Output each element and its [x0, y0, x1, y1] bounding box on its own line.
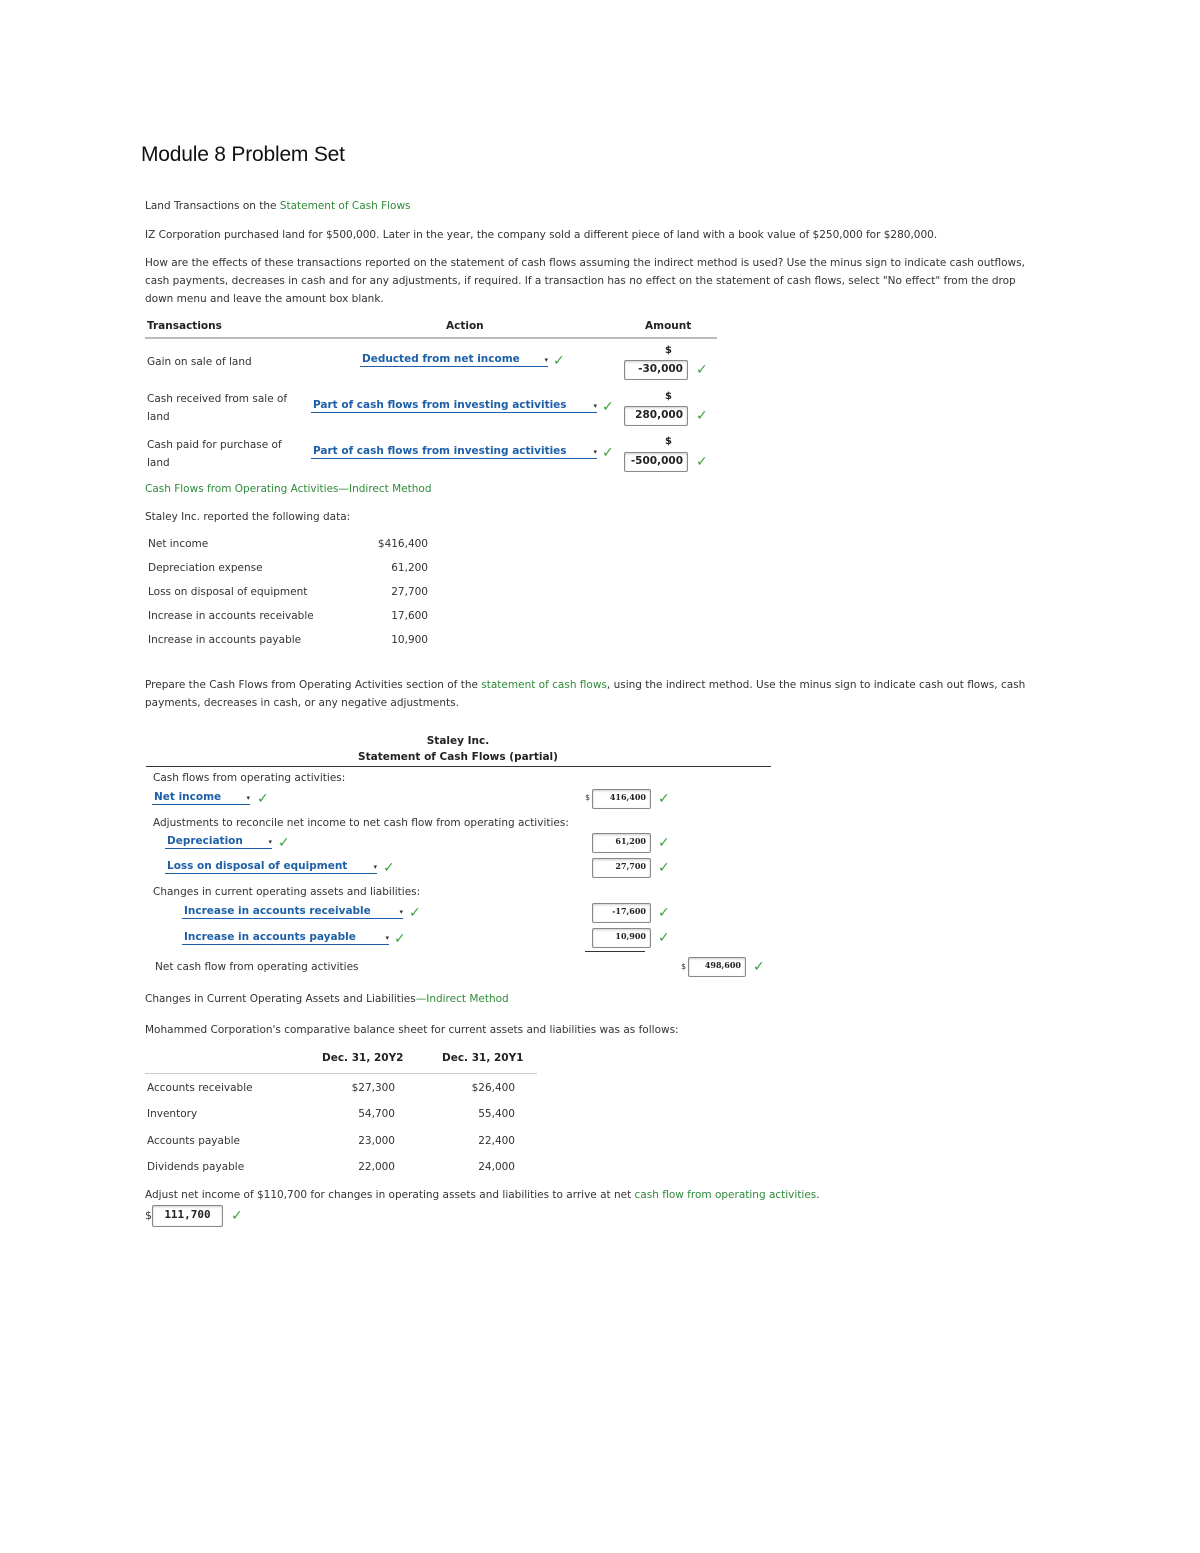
bs-value-2y2: $27,300	[351, 1082, 395, 1094]
q2-instr-link[interactable]: statement of cash flows	[481, 679, 607, 691]
ar-input[interactable]: -17,600	[592, 903, 651, 923]
depreciation-select[interactable]	[165, 835, 272, 849]
q1-instructions: How are the effects of these transactions reported on the statement of cash flows assuming the indirect method is used? Use the minus sign to indicate cash outflows, cash payments, decreases in cash and for any adjustments, if required. If a transaction has no effect on the statement of cash flows, select "No effect" from the drop down menu and leave the amount box blank.	[145, 257, 1025, 305]
q1-heading	[145, 197, 411, 215]
q2-instr-text2: , using the indirect method. Use the minus sign to indicate cash out flows, cash payments, decreases in cash, or any negative adjustments.	[145, 679, 1026, 709]
q2-heading[interactable]: Cash Flows from Operating Activities—Indirect Method	[145, 483, 432, 495]
loss-select[interactable]	[165, 860, 377, 874]
check-icon: ✓	[602, 445, 614, 461]
depreciation-select-value: Depreciation	[167, 835, 243, 847]
check-icon: ✓	[383, 860, 395, 876]
data-label: Depreciation expense	[148, 562, 263, 574]
chevron-down-icon: ▾	[268, 838, 272, 846]
col-transactions: Transactions	[147, 320, 222, 332]
ap-select[interactable]	[182, 931, 389, 945]
q3-header-rule	[145, 1073, 537, 1074]
q3-intro: Mohammed Corporation's comparative balance sheet for current assets and liabilities was as follows:	[145, 1024, 679, 1036]
action-select[interactable]	[311, 445, 597, 459]
currency-symbol: $	[665, 345, 672, 356]
check-icon: ✓	[658, 791, 670, 807]
col-2y2: Dec. 31, 20Y2	[322, 1052, 404, 1064]
check-icon: ✓	[257, 791, 269, 807]
q1-heading-text: Land Transactions on the	[145, 200, 280, 212]
currency-symbol: $	[665, 436, 672, 447]
bs-value-2y2: 22,000	[358, 1161, 395, 1173]
bs-value-2y2: 54,700	[358, 1108, 395, 1120]
q3-instr-text: Adjust net income of $110,700 for changes in operating assets and liabilities to arrive at net	[145, 1189, 635, 1201]
check-icon: ✓	[409, 905, 421, 921]
statement-company: Staley Inc.	[426, 735, 490, 747]
data-label: Increase in accounts receivable	[148, 610, 314, 622]
net-income-input[interactable]: 416,400	[592, 789, 651, 809]
chevron-down-icon: ▾	[385, 934, 389, 942]
col-action: Action	[446, 320, 484, 332]
loss-input[interactable]: 27,700	[592, 858, 651, 878]
amount-input[interactable]: -500,000	[624, 452, 688, 472]
net-cash-input[interactable]: 498,600	[688, 957, 746, 977]
bs-value-2y1: $26,400	[471, 1082, 515, 1094]
ap-input[interactable]: 10,900	[592, 928, 651, 948]
check-icon: ✓	[278, 835, 290, 851]
adjust-label: Adjustments to reconcile net income to net cash flow from operating activities:	[153, 817, 569, 829]
q1-heading-link[interactable]: Statement of Cash Flows	[279, 200, 411, 212]
q1-row-label: Cash received from sale of land	[147, 393, 288, 423]
action-select[interactable]	[311, 399, 597, 413]
data-value: 17,600	[391, 610, 428, 622]
answer-input[interactable]: 111,700	[152, 1205, 223, 1227]
ap-select-value: Increase in accounts payable	[184, 931, 356, 943]
check-icon: ✓	[696, 408, 708, 424]
ar-select-value: Increase in accounts receivable	[184, 905, 371, 917]
currency-symbol: $	[145, 1209, 152, 1222]
action-select-value: Part of cash flows from investing activities	[313, 399, 567, 411]
q2-instr-text: Prepare the Cash Flows from Operating Activities section of the	[145, 679, 482, 691]
net-income-select-value: Net income	[154, 791, 222, 803]
check-icon: ✓	[553, 353, 565, 369]
chevron-down-icon: ▾	[373, 863, 377, 871]
ar-select[interactable]	[182, 905, 403, 919]
data-value: 27,700	[391, 586, 428, 598]
q2-intro: Staley Inc. reported the following data:	[145, 511, 351, 523]
data-label: Loss on disposal of equipment	[148, 586, 308, 598]
currency-symbol: $	[681, 962, 687, 971]
amount-input[interactable]: 280,000	[624, 406, 688, 426]
q1-row-label: Cash paid for purchase of land	[147, 439, 282, 469]
q1-row-label: Gain on sale of land	[147, 356, 252, 368]
check-icon: ✓	[658, 930, 670, 946]
col-2y1: Dec. 31, 20Y1	[442, 1052, 524, 1064]
q1-header-rule	[145, 337, 717, 339]
chevron-down-icon: ▾	[246, 794, 250, 802]
action-select-value: Deducted from net income	[362, 353, 520, 365]
net-cash-label: Net cash flow from operating activities	[155, 961, 359, 973]
amount-input[interactable]: -30,000	[624, 360, 688, 380]
check-icon: ✓	[602, 399, 614, 415]
bs-value-2y1: 24,000	[478, 1161, 515, 1173]
statement-header-rule	[146, 766, 771, 767]
q3-heading-link[interactable]: —Indirect Method	[415, 993, 509, 1005]
q3-instr-text2: .	[816, 1189, 820, 1201]
data-value: 10,900	[391, 634, 428, 646]
check-icon: ✓	[658, 860, 670, 876]
cf-ops-label: Cash flows from operating activities:	[153, 772, 346, 784]
check-icon: ✓	[696, 454, 708, 470]
page-title: Module 8 Problem Set	[141, 143, 345, 166]
chevron-down-icon: ▾	[399, 908, 403, 916]
statement-title: Statement of Cash Flows (partial)	[358, 751, 558, 763]
q1-intro: IZ Corporation purchased land for $500,000. Later in the year, the company sold a different piece of land with a book value of $250,000 for $280,000.	[145, 229, 938, 241]
data-value: $416,400	[377, 538, 428, 550]
check-icon: ✓	[394, 931, 406, 947]
q3-heading-text: Changes in Current Operating Assets and Liabilities	[145, 993, 416, 1005]
check-icon: ✓	[231, 1208, 243, 1224]
changes-label: Changes in current operating assets and liabilities:	[153, 886, 421, 898]
subtotal-rule	[585, 951, 645, 952]
bs-label: Accounts payable	[147, 1135, 240, 1147]
bs-label: Dividends payable	[147, 1161, 245, 1173]
q3-instructions	[145, 1186, 1050, 1204]
q3-heading	[145, 990, 509, 1008]
q2-instructions	[145, 676, 1050, 712]
check-icon: ✓	[753, 959, 765, 975]
bs-label: Accounts receivable	[147, 1082, 253, 1094]
action-select[interactable]	[360, 353, 548, 367]
currency-symbol: $	[585, 793, 591, 802]
chevron-down-icon: ▾	[544, 356, 548, 364]
q3-instr-link[interactable]: cash flow from operating activities	[634, 1189, 817, 1201]
bs-value-2y2: 23,000	[358, 1135, 395, 1147]
data-value: 61,200	[391, 562, 428, 574]
check-icon: ✓	[658, 835, 670, 851]
check-icon: ✓	[658, 905, 670, 921]
chevron-down-icon: ▾	[593, 402, 597, 410]
col-amount: Amount	[645, 320, 692, 332]
depreciation-input[interactable]: 61,200	[592, 833, 651, 853]
data-label: Net income	[148, 538, 209, 550]
check-icon: ✓	[696, 362, 708, 378]
bs-label: Inventory	[147, 1108, 198, 1120]
action-select-value: Part of cash flows from investing activities	[313, 445, 567, 457]
loss-select-value: Loss on disposal of equipment	[167, 860, 348, 872]
data-label: Increase in accounts payable	[148, 634, 302, 646]
net-income-select[interactable]	[152, 791, 250, 805]
bs-value-2y1: 22,400	[478, 1135, 515, 1147]
bs-value-2y1: 55,400	[478, 1108, 515, 1120]
currency-symbol: $	[665, 391, 672, 402]
chevron-down-icon: ▾	[593, 448, 597, 456]
